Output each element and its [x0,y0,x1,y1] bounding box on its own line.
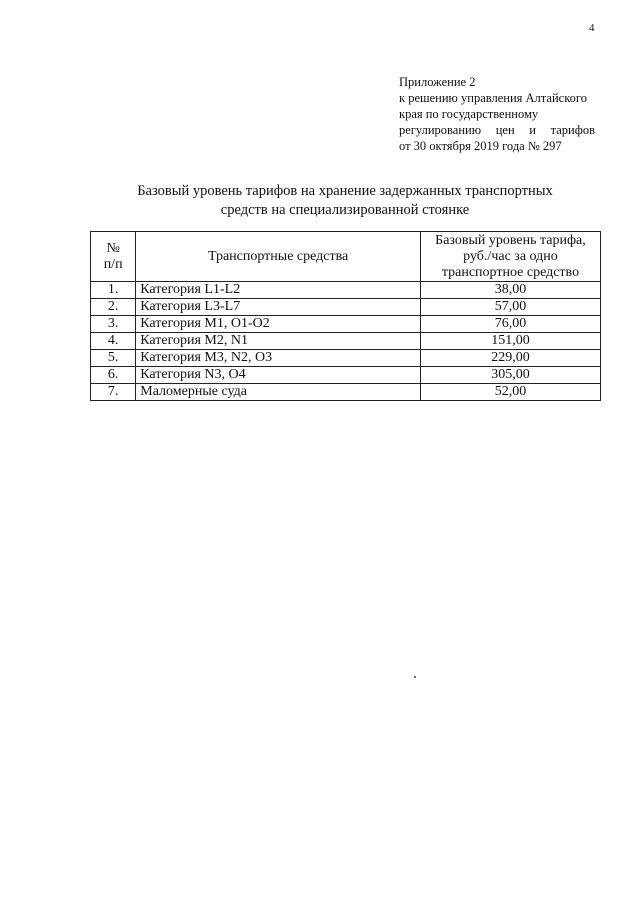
row-vehicle: Маломерные суда [136,384,421,401]
header-tariff-line: Базовый уровень тарифа, [435,232,586,248]
page-number: 4 [589,22,595,34]
appendix-reference [399,74,595,154]
row-tariff: 229,00 [420,350,600,367]
tariff-table [90,231,601,401]
table-row [91,350,601,367]
appendix-word: тарифов [550,123,595,137]
appendix-word: регулированию [399,123,482,137]
appendix-line: к решению управления Алтайского [399,91,587,105]
row-number: 7. [91,384,136,401]
table-row [91,316,601,333]
row-vehicle: Категория L3-L7 [136,299,421,316]
row-number: 5. [91,350,136,367]
row-tariff: 305,00 [420,367,600,384]
row-tariff: 57,00 [420,299,600,316]
appendix-word: и [529,123,536,137]
row-vehicle: Категория M1, O1-O2 [136,316,421,333]
header-vehicles: Транспортные средства [136,232,421,282]
table-row [91,367,601,384]
row-tariff: 151,00 [420,333,600,350]
appendix-justified-line [399,122,595,138]
title-line: Базовый уровень тарифов на хранение задержанных транспортных [137,183,553,199]
appendix-line: края по государственному [399,107,539,121]
header-number [91,232,136,282]
row-vehicle: Категория L1-L2 [136,282,421,299]
appendix-line: Приложение 2 [399,75,476,89]
header-number-line: п/п [103,256,123,272]
document-title [90,182,600,220]
table-row [91,384,601,401]
scan-speck [414,676,416,678]
header-number-line: № [106,240,120,256]
row-number: 4. [91,333,136,350]
row-vehicle: Категория N3, O4 [136,367,421,384]
row-number: 1. [91,282,136,299]
table-header-row [91,232,601,282]
header-tariff [420,232,600,282]
row-tariff: 38,00 [420,282,600,299]
appendix-word: цен [495,123,515,137]
row-tariff: 76,00 [420,316,600,333]
title-line: средств на специализированной стоянке [220,202,470,218]
header-tariff-line: руб./час за одно [463,248,558,264]
row-number: 2. [91,299,136,316]
table-row [91,333,601,350]
row-tariff: 52,00 [420,384,600,401]
header-tariff-line: транспортное средство [441,264,580,280]
row-number: 6. [91,367,136,384]
appendix-line: от 30 октября 2019 года № 297 [399,139,562,153]
row-number: 3. [91,316,136,333]
row-vehicle: Категория M2, N1 [136,333,421,350]
table-row [91,282,601,299]
row-vehicle: Категория M3, N2, O3 [136,350,421,367]
table-row [91,299,601,316]
